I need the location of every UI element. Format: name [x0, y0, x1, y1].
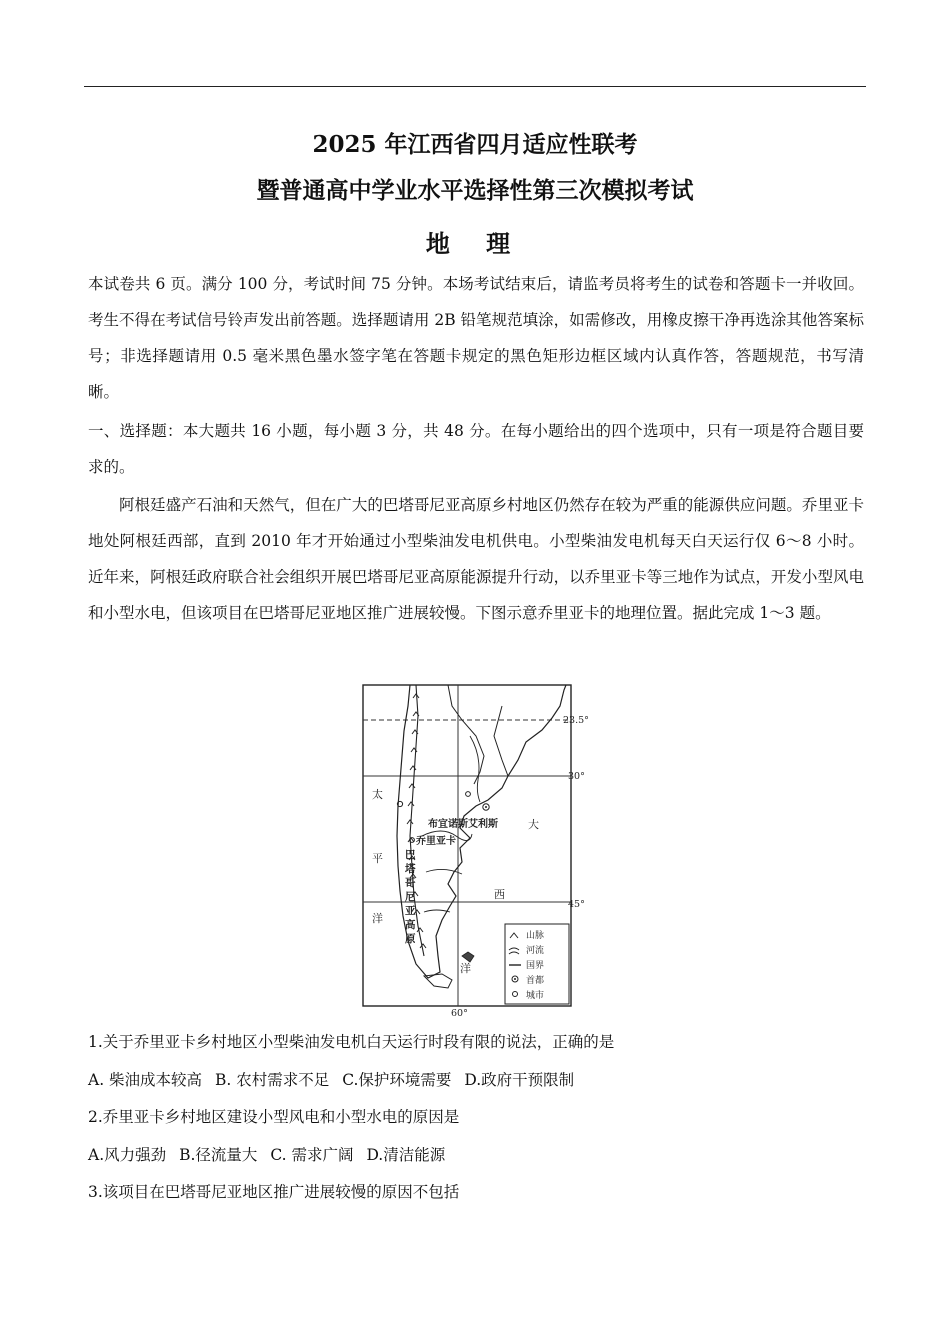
question-2-stem: 2.乔里亚卡乡村地区建设小型风电和小型水电的原因是	[88, 1108, 460, 1126]
q2-option-d[interactable]: D.清洁能源	[366, 1146, 446, 1164]
svg-text:大: 大	[528, 818, 539, 831]
plateau-label	[404, 849, 416, 945]
lat-label-30: 30°	[568, 771, 585, 782]
reading-passage: 阿根廷盛产石油和天然气，但在广大的巴塔哥尼亚高原乡村地区仍然存在较为严重的能源供应问题。乔里亚卡地处阿根廷西部，直到 2010 年才开始通过小型柴油发电机供电。小型柴油发电机每天白天运行仅 6～8 小时。近年来，阿根廷政府联合社会组织开展巴塔哥尼亚高原能源提升行动，以乔里亚卡等三地作为试点，开发小型风电和小型水电，但该项目在巴塔哥尼亚地区推广进展较慢。下图示意乔里亚卡的地理位置。据此完成 1～3 题。	[88, 496, 864, 622]
question-1-stem: 1.关于乔里亚卡乡村地区小型柴油发电机白天运行时段有限的说法，正确的是	[88, 1033, 615, 1051]
q2-option-a[interactable]: A.风力强劲	[88, 1146, 167, 1164]
q1-option-c[interactable]: C.保护环境需要	[342, 1071, 452, 1089]
question-2-options	[88, 1144, 864, 1166]
exam-instructions: 本试卷共 6 页。满分 100 分，考试时间 75 分钟。本场考试结束后，请监考员将考生的试卷和答题卡一并收回。考生不得在考试信号铃声发出前答题。选择题请用 2B 铅笔规范填涂，如需修改，用橡皮擦干净再选涂其他答案标号；非选择题请用 0.5 毫米黑色墨水签字笔在答题卡规定的黑色矩形边框区域内认真作答，答题规范，书写清晰。	[88, 275, 864, 401]
top-rule	[84, 86, 866, 87]
label-buenos-aires: 布宜诺斯艾利斯	[428, 819, 498, 830]
q1-option-a[interactable]: A. 柴油成本较高	[88, 1071, 203, 1089]
exam-title-line2: 暨普通高中学业水平选择性第三次模拟考试	[256, 177, 694, 204]
svg-text:国界: 国界	[526, 961, 545, 971]
svg-text:原: 原	[405, 933, 416, 945]
q1-option-d[interactable]: D.政府干预限制	[464, 1071, 575, 1089]
svg-text:首都: 首都	[526, 976, 545, 986]
q1-option-b[interactable]: B. 农村需求不足	[215, 1071, 330, 1089]
svg-text:河流: 河流	[526, 946, 545, 956]
question-1-options	[88, 1069, 864, 1091]
q2-option-c[interactable]: C. 需求广阔	[270, 1146, 354, 1164]
svg-text:洋: 洋	[372, 912, 383, 925]
svg-text:山脉: 山脉	[526, 931, 545, 941]
svg-text:亚: 亚	[405, 905, 416, 917]
lat-label-45: 45°	[568, 899, 585, 910]
svg-text:城市: 城市	[526, 991, 545, 1001]
svg-text:平: 平	[372, 852, 383, 865]
lon-label-60: 60°	[451, 1008, 468, 1018]
svg-text:太: 太	[372, 788, 383, 801]
east-border	[494, 706, 508, 776]
svg-text:高: 高	[405, 919, 416, 931]
svg-text:塔: 塔	[405, 863, 416, 875]
q2-option-b[interactable]: B.径流量大	[179, 1146, 258, 1164]
lat-label-23-5: 23.5°	[563, 715, 589, 726]
svg-text:西: 西	[494, 888, 505, 901]
island-outline	[424, 974, 452, 988]
section-heading: 一、选择题：本大题共 16 小题，每小题 3 分，共 48 分。在每小题给出的四个选项中，只有一项是符合题目要求的。	[88, 422, 864, 476]
svg-text:哥: 哥	[405, 877, 416, 889]
subject-title: 地 理	[425, 229, 525, 258]
falkland-islands	[462, 952, 474, 962]
svg-text:洋: 洋	[460, 962, 471, 975]
location-map	[352, 676, 596, 1018]
question-3-stem: 3.该项目在巴塔哥尼亚地区推广进展较慢的原因不包括	[88, 1183, 460, 1201]
svg-text:尼: 尼	[405, 891, 416, 903]
svg-text:巴: 巴	[405, 849, 416, 861]
pacific-ocean-label	[372, 787, 383, 925]
exam-title-line1: 2025 年江西省四月适应性联考	[312, 131, 638, 158]
label-chorriaca: 乔里亚卡	[416, 836, 456, 847]
